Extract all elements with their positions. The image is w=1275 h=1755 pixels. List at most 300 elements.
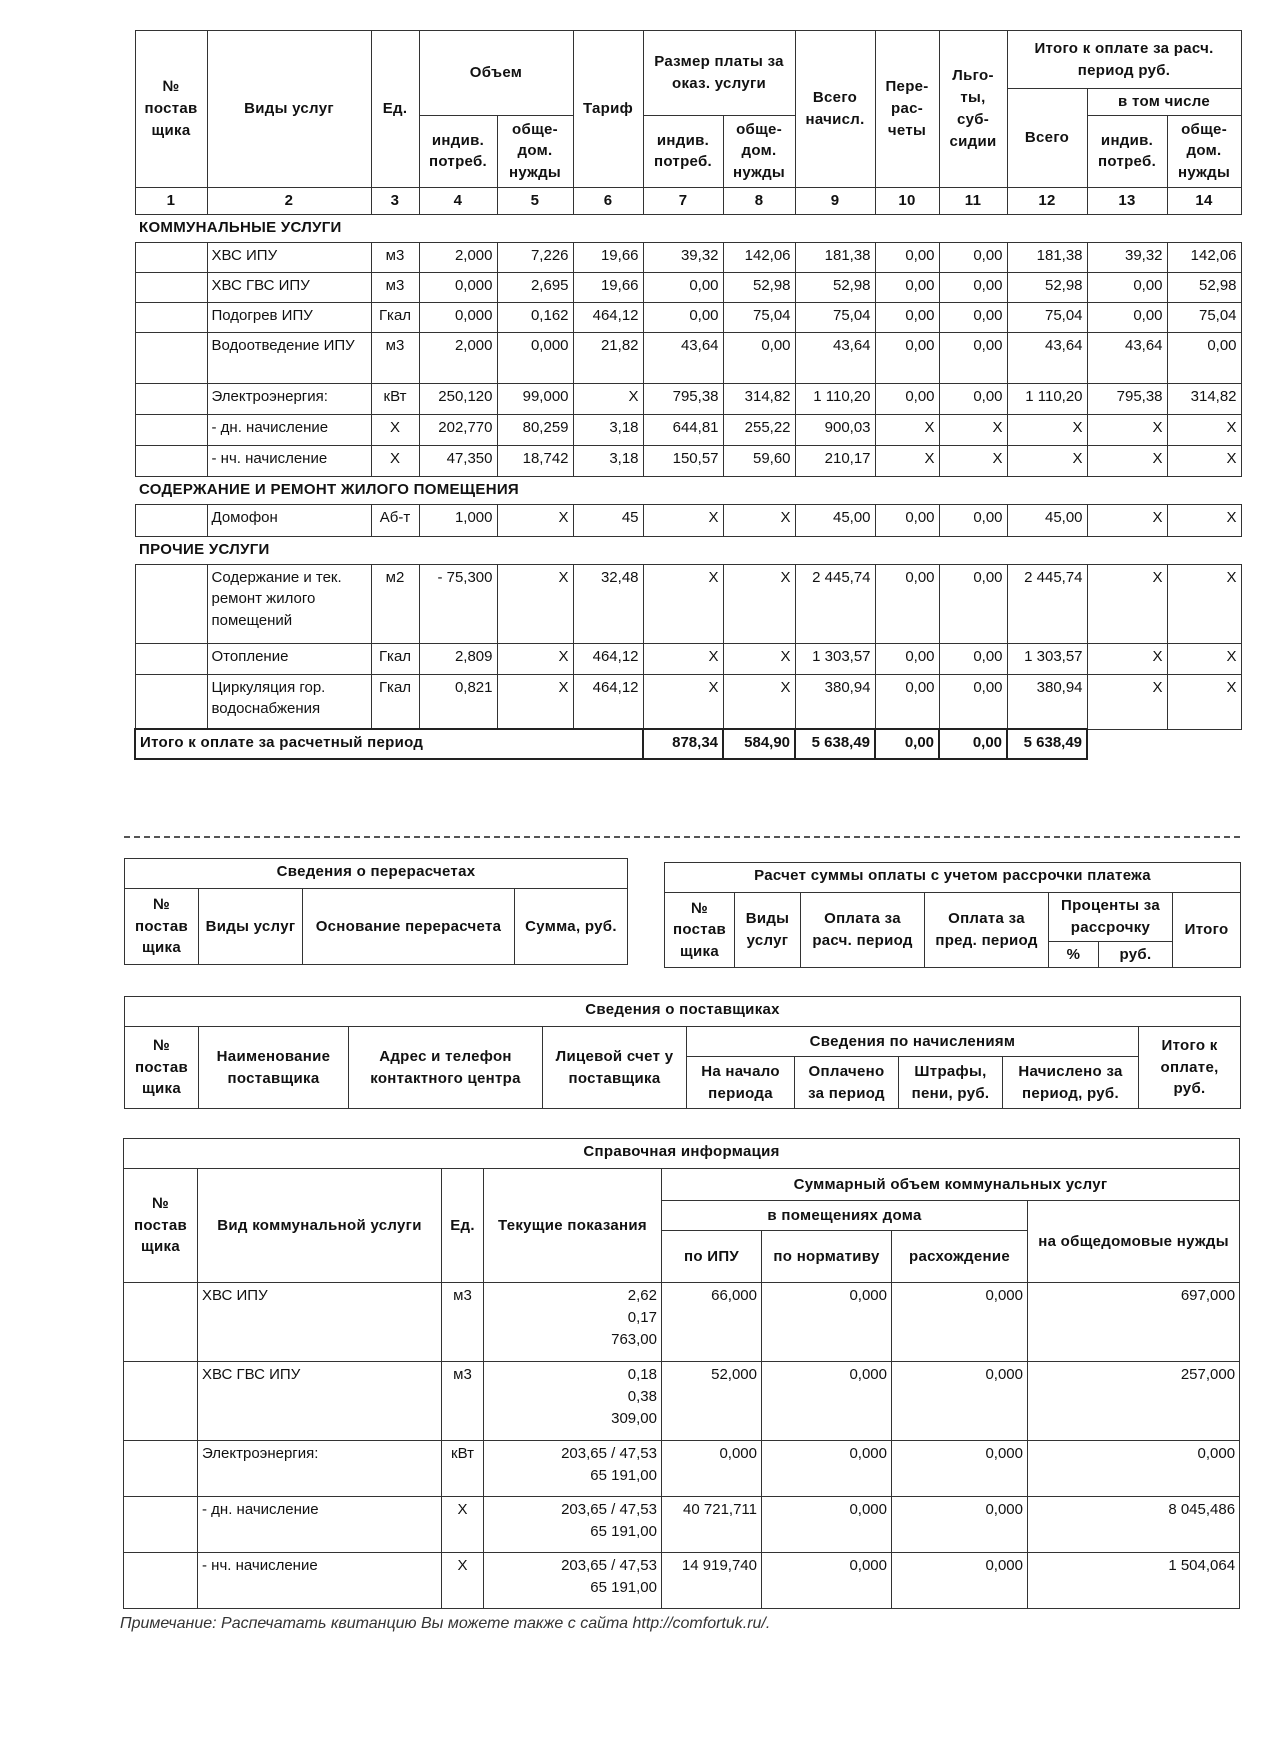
- value-cell: Х: [875, 445, 939, 476]
- ref-unit-cell: м3: [442, 1362, 484, 1441]
- charge-row: [135, 674, 1241, 729]
- unit-cell: м3: [371, 242, 419, 272]
- total-row-group: [135, 729, 1241, 759]
- service-name: ХВС ИПУ: [207, 242, 371, 272]
- col-volume-common: обще- дом. нужды: [497, 115, 573, 187]
- value-cell: [135, 504, 207, 536]
- service-name: Отопление: [207, 643, 371, 674]
- value-cell: 142,06: [723, 242, 795, 272]
- value-cell: Х: [723, 643, 795, 674]
- value-cell: Х: [1167, 504, 1241, 536]
- ref-col-readings: Текущие показания: [484, 1169, 662, 1283]
- charge-row: [135, 445, 1241, 476]
- charges-header: [135, 31, 1241, 215]
- value-cell: 1,000: [419, 504, 497, 536]
- value-cell: 210,17: [795, 445, 875, 476]
- value-cell: 0,00: [939, 272, 1007, 302]
- value-cell: Х: [1167, 445, 1241, 476]
- ref-diff-cell: 0,000: [892, 1441, 1028, 1497]
- charge-row: [135, 414, 1241, 445]
- value-cell: 0,00: [875, 643, 939, 674]
- value-cell: 0,00: [939, 302, 1007, 332]
- ref-col-norm: по нормативу: [762, 1231, 892, 1283]
- ref-ipu-cell: 66,000: [662, 1283, 762, 1362]
- value-cell: Х: [497, 643, 573, 674]
- value-cell: [135, 242, 207, 272]
- value-cell: 250,120: [419, 383, 497, 414]
- value-cell: 0,000: [497, 332, 573, 383]
- maintenance-rows: [135, 504, 1241, 536]
- col-benefits: Льго- ты, суб- сидии: [939, 31, 1007, 188]
- value-cell: 39,32: [1087, 242, 1167, 272]
- colnum: 12: [1007, 187, 1087, 214]
- ref-unit-cell: Х: [442, 1553, 484, 1609]
- unit-cell: м3: [371, 272, 419, 302]
- value-cell: 1 303,57: [1007, 643, 1087, 674]
- reference-row: [124, 1553, 1240, 1609]
- total-c9: 5 638,49: [795, 729, 875, 759]
- charge-row: [135, 504, 1241, 536]
- suppliers-table: [124, 996, 1241, 1109]
- value-cell: 19,66: [573, 242, 643, 272]
- other-rows: [135, 564, 1241, 729]
- value-cell: 75,04: [1007, 302, 1087, 332]
- charge-row: [135, 564, 1241, 643]
- sup-col-paid: Оплачено за период: [795, 1057, 899, 1109]
- section-title: КОММУНАЛЬНЫЕ УСЛУГИ: [135, 214, 1241, 242]
- inst-col-service: Виды услуг: [735, 893, 801, 968]
- value-cell: 0,000: [419, 272, 497, 302]
- value-cell: 0,00: [875, 272, 939, 302]
- total-row: [135, 729, 1241, 759]
- value-cell: 7,226: [497, 242, 573, 272]
- ref-service-cell: Электроэнергия:: [198, 1441, 442, 1497]
- inst-col-rub: руб.: [1099, 941, 1173, 968]
- value-cell: 181,38: [1007, 242, 1087, 272]
- value-cell: 314,82: [1167, 383, 1241, 414]
- section-communal: [135, 214, 1241, 242]
- service-name: - нч. начисление: [207, 445, 371, 476]
- service-name: Домофон: [207, 504, 371, 536]
- value-cell: 2,809: [419, 643, 497, 674]
- value-cell: 0,000: [419, 302, 497, 332]
- value-cell: Х: [497, 564, 573, 643]
- col-incl-indiv: индив. потреб.: [1087, 115, 1167, 187]
- value-cell: 45,00: [1007, 504, 1087, 536]
- value-cell: 0,00: [939, 564, 1007, 643]
- charge-row: [135, 302, 1241, 332]
- value-cell: 0,00: [643, 302, 723, 332]
- value-cell: Х: [1087, 643, 1167, 674]
- ref-service-cell: - нч. начисление: [198, 1553, 442, 1609]
- ref-common-cell: 8 045,486: [1028, 1497, 1240, 1553]
- value-cell: 2,000: [419, 242, 497, 272]
- ref-supplier-cell: [124, 1441, 198, 1497]
- value-cell: 0,00: [723, 332, 795, 383]
- recalc-table: [124, 858, 628, 965]
- colnum: 6: [573, 187, 643, 214]
- ref-readings-cell: 2,62 0,17 763,00: [484, 1283, 662, 1362]
- total-label: Итого к оплате за расчетный период: [135, 729, 643, 759]
- col-volume-indiv: индив. потреб.: [419, 115, 497, 187]
- ref-norm-cell: 0,000: [762, 1553, 892, 1609]
- col-pay-indiv: индив. потреб.: [643, 115, 723, 187]
- value-cell: Х: [573, 383, 643, 414]
- ref-ipu-cell: 40 721,711: [662, 1497, 762, 1553]
- value-cell: 0,00: [875, 302, 939, 332]
- value-cell: 2 445,74: [1007, 564, 1087, 643]
- charge-row: [135, 272, 1241, 302]
- ref-service-cell: - дн. начисление: [198, 1497, 442, 1553]
- value-cell: 0,821: [419, 674, 497, 729]
- service-name: Электроэнергия:: [207, 383, 371, 414]
- value-cell: 0,00: [1167, 332, 1241, 383]
- section-title: СОДЕРЖАНИЕ И РЕМОНТ ЖИЛОГО ПОМЕЩЕНИЯ: [135, 476, 1241, 504]
- section-maintenance: [135, 476, 1241, 504]
- sup-col-account: Лицевой счет у поставщика: [543, 1027, 687, 1109]
- value-cell: Х: [1087, 445, 1167, 476]
- value-cell: Х: [1167, 564, 1241, 643]
- value-cell: 52,98: [1007, 272, 1087, 302]
- value-cell: 2,000: [419, 332, 497, 383]
- value-cell: 464,12: [573, 674, 643, 729]
- ref-service-cell: ХВС ИПУ: [198, 1283, 442, 1362]
- value-cell: 43,64: [1087, 332, 1167, 383]
- service-name: ХВС ГВС ИПУ: [207, 272, 371, 302]
- value-cell: 75,04: [723, 302, 795, 332]
- value-cell: 255,22: [723, 414, 795, 445]
- colnum: 13: [1087, 187, 1167, 214]
- colnum: 11: [939, 187, 1007, 214]
- inst-col-pay-prev: Оплата за пред. период: [925, 893, 1049, 968]
- value-cell: Х: [643, 564, 723, 643]
- charge-row: [135, 643, 1241, 674]
- footer-note: Примечание: Распечатать квитанцию Вы можете также с сайта http://comfortuk.ru/.: [120, 1615, 771, 1632]
- value-cell: 18,742: [497, 445, 573, 476]
- total-c7: 878,34: [643, 729, 723, 759]
- value-cell: 2,695: [497, 272, 573, 302]
- charge-row: [135, 332, 1241, 383]
- value-cell: 0,00: [939, 643, 1007, 674]
- value-cell: Х: [1087, 504, 1167, 536]
- value-cell: 0,00: [939, 242, 1007, 272]
- ref-ipu-cell: 52,000: [662, 1362, 762, 1441]
- value-cell: 3,18: [573, 414, 643, 445]
- unit-cell: Аб-т: [371, 504, 419, 536]
- recalc-col-sum: Сумма, руб.: [515, 889, 628, 965]
- value-cell: Х: [1167, 643, 1241, 674]
- value-cell: Х: [875, 414, 939, 445]
- reference-rows: [124, 1283, 1240, 1609]
- recalc-col-supplier: № постав щика: [125, 889, 199, 965]
- value-cell: 142,06: [1167, 242, 1241, 272]
- colnum: 2: [207, 187, 371, 214]
- colnum: 9: [795, 187, 875, 214]
- ref-diff-cell: 0,000: [892, 1283, 1028, 1362]
- reference-row: [124, 1283, 1240, 1362]
- value-cell: [135, 302, 207, 332]
- total-c10: 0,00: [875, 729, 939, 759]
- value-cell: 21,82: [573, 332, 643, 383]
- empty-cell: [1167, 729, 1241, 759]
- value-cell: Х: [939, 445, 1007, 476]
- sup-col-accrued: Начислено за период, руб.: [1003, 1057, 1139, 1109]
- reference-table: [123, 1138, 1240, 1609]
- value-cell: Х: [643, 504, 723, 536]
- value-cell: 181,38: [795, 242, 875, 272]
- inst-col-pct: %: [1049, 941, 1099, 968]
- value-cell: 80,259: [497, 414, 573, 445]
- ref-readings-cell: 0,18 0,38 309,00: [484, 1362, 662, 1441]
- ref-unit-cell: Х: [442, 1497, 484, 1553]
- unit-cell: Гкал: [371, 643, 419, 674]
- value-cell: [135, 383, 207, 414]
- col-pay-size: Размер платы за оказ. услуги: [643, 31, 795, 116]
- inst-col-interest: Проценты за рассрочку: [1049, 893, 1173, 942]
- value-cell: [135, 445, 207, 476]
- value-cell: 75,04: [1167, 302, 1241, 332]
- value-cell: Х: [939, 414, 1007, 445]
- colnum: 3: [371, 187, 419, 214]
- col-pay-common: обще- дом. нужды: [723, 115, 795, 187]
- installment-title: Расчет суммы оплаты с учетом рассрочки платежа: [665, 863, 1241, 893]
- value-cell: Х: [723, 564, 795, 643]
- value-cell: [135, 643, 207, 674]
- value-cell: Х: [1087, 674, 1167, 729]
- value-cell: Х: [723, 504, 795, 536]
- value-cell: [135, 272, 207, 302]
- value-cell: 0,00: [939, 674, 1007, 729]
- ref-col-sum-volume: Суммарный объем коммунальных услуг: [662, 1169, 1240, 1201]
- value-cell: 45,00: [795, 504, 875, 536]
- value-cell: 0,00: [939, 383, 1007, 414]
- recalc-col-service: Виды услуг: [199, 889, 303, 965]
- value-cell: 1 110,20: [795, 383, 875, 414]
- column-numbers-row: [135, 187, 1241, 214]
- ref-norm-cell: 0,000: [762, 1441, 892, 1497]
- value-cell: Х: [1087, 564, 1167, 643]
- value-cell: [135, 674, 207, 729]
- ref-readings-cell: 203,65 / 47,53 65 191,00: [484, 1497, 662, 1553]
- value-cell: 0,00: [1087, 302, 1167, 332]
- value-cell: Х: [1167, 674, 1241, 729]
- col-incl-common: обще- дом. нужды: [1167, 115, 1241, 187]
- sup-col-start: На начало периода: [687, 1057, 795, 1109]
- total-c8: 584,90: [723, 729, 795, 759]
- cut-line: [124, 836, 1240, 838]
- sup-col-total: Итого к оплате, руб.: [1139, 1027, 1241, 1109]
- ref-norm-cell: 0,000: [762, 1283, 892, 1362]
- reference-row: [124, 1362, 1240, 1441]
- value-cell: 43,64: [1007, 332, 1087, 383]
- ref-unit-cell: кВт: [442, 1441, 484, 1497]
- ref-col-ipu: по ИПУ: [662, 1231, 762, 1283]
- ref-norm-cell: 0,000: [762, 1497, 892, 1553]
- value-cell: 464,12: [573, 643, 643, 674]
- value-cell: Х: [643, 643, 723, 674]
- value-cell: Х: [643, 674, 723, 729]
- value-cell: 19,66: [573, 272, 643, 302]
- value-cell: 795,38: [1087, 383, 1167, 414]
- ref-diff-cell: 0,000: [892, 1497, 1028, 1553]
- value-cell: Х: [497, 674, 573, 729]
- col-tariff: Тариф: [573, 31, 643, 188]
- section-other: [135, 536, 1241, 564]
- value-cell: 202,770: [419, 414, 497, 445]
- value-cell: Х: [723, 674, 795, 729]
- ref-supplier-cell: [124, 1283, 198, 1362]
- ref-diff-cell: 0,000: [892, 1553, 1028, 1609]
- value-cell: 0,00: [1087, 272, 1167, 302]
- col-supplier-no: № постав щика: [135, 31, 207, 188]
- value-cell: 43,64: [795, 332, 875, 383]
- colnum: 14: [1167, 187, 1241, 214]
- service-name: Подогрев ИПУ: [207, 302, 371, 332]
- ref-common-cell: 697,000: [1028, 1283, 1240, 1362]
- colnum: 8: [723, 187, 795, 214]
- value-cell: 0,00: [875, 332, 939, 383]
- value-cell: 0,00: [875, 564, 939, 643]
- col-volume: Объем: [419, 31, 573, 116]
- value-cell: 43,64: [643, 332, 723, 383]
- col-total-pay: Итого к оплате за расч. период руб.: [1007, 31, 1241, 89]
- value-cell: Х: [1007, 414, 1087, 445]
- total-c11: 0,00: [939, 729, 1007, 759]
- communal-rows: [135, 242, 1241, 476]
- ref-norm-cell: 0,000: [762, 1362, 892, 1441]
- value-cell: 900,03: [795, 414, 875, 445]
- empty-cell: [1087, 729, 1167, 759]
- colnum: 7: [643, 187, 723, 214]
- sup-col-name: Наименование поставщика: [199, 1027, 349, 1109]
- col-total-all: Всего: [1007, 89, 1087, 188]
- ref-supplier-cell: [124, 1553, 198, 1609]
- value-cell: 52,98: [1167, 272, 1241, 302]
- value-cell: 0,00: [939, 504, 1007, 536]
- unit-cell: Х: [371, 445, 419, 476]
- value-cell: [135, 414, 207, 445]
- unit-cell: Гкал: [371, 674, 419, 729]
- charges-table: [134, 30, 1242, 760]
- ref-readings-cell: 203,65 / 47,53 65 191,00: [484, 1441, 662, 1497]
- sup-col-address: Адрес и телефон контактного центра: [349, 1027, 543, 1109]
- value-cell: 45: [573, 504, 643, 536]
- col-unit: Ед.: [371, 31, 419, 188]
- sup-col-accruals: Сведения по начислениям: [687, 1027, 1139, 1057]
- sup-col-fines: Штрафы, пени, руб.: [899, 1057, 1003, 1109]
- value-cell: 380,94: [1007, 674, 1087, 729]
- recalc-title: Сведения о перерасчетах: [125, 859, 628, 889]
- ref-supplier-cell: [124, 1497, 198, 1553]
- recalc-col-basis: Основание перерасчета: [303, 889, 515, 965]
- value-cell: Х: [1167, 414, 1241, 445]
- charge-row: [135, 242, 1241, 272]
- sup-col-no: № постав щика: [125, 1027, 199, 1109]
- service-name: Циркуляция гор. водоснабжения: [207, 674, 371, 729]
- value-cell: 0,162: [497, 302, 573, 332]
- ref-common-cell: 1 504,064: [1028, 1553, 1240, 1609]
- col-service: Виды услуг: [207, 31, 371, 188]
- service-name: Содержание и тек. ремонт жилого помещений: [207, 564, 371, 643]
- suppliers-title: Сведения о поставщиках: [125, 997, 1241, 1027]
- value-cell: 1 303,57: [795, 643, 875, 674]
- value-cell: 0,00: [939, 332, 1007, 383]
- colnum: 10: [875, 187, 939, 214]
- ref-col-common-needs: на общедомовые нужды: [1028, 1201, 1240, 1283]
- col-total-accrued: Всего начисл.: [795, 31, 875, 188]
- service-name: - дн. начисление: [207, 414, 371, 445]
- unit-cell: м2: [371, 564, 419, 643]
- value-cell: Х: [1087, 414, 1167, 445]
- value-cell: 1 110,20: [1007, 383, 1087, 414]
- unit-cell: Гкал: [371, 302, 419, 332]
- value-cell: 314,82: [723, 383, 795, 414]
- value-cell: 3,18: [573, 445, 643, 476]
- value-cell: 0,00: [643, 272, 723, 302]
- ref-col-in-rooms: в помещениях дома: [662, 1201, 1028, 1231]
- value-cell: 59,60: [723, 445, 795, 476]
- value-cell: 47,350: [419, 445, 497, 476]
- value-cell: [135, 332, 207, 383]
- value-cell: 75,04: [795, 302, 875, 332]
- col-recalc: Пере- рас- четы: [875, 31, 939, 188]
- value-cell: 52,98: [795, 272, 875, 302]
- value-cell: 52,98: [723, 272, 795, 302]
- value-cell: 0,00: [875, 674, 939, 729]
- value-cell: 0,00: [875, 504, 939, 536]
- ref-supplier-cell: [124, 1362, 198, 1441]
- ref-col-diff: расхождение: [892, 1231, 1028, 1283]
- colnum: 4: [419, 187, 497, 214]
- value-cell: - 75,300: [419, 564, 497, 643]
- total-c12: 5 638,49: [1007, 729, 1087, 759]
- reference-title: Справочная информация: [124, 1139, 1240, 1169]
- value-cell: 150,57: [643, 445, 723, 476]
- installment-table: [664, 862, 1241, 968]
- value-cell: 32,48: [573, 564, 643, 643]
- service-name: Водоотведение ИПУ: [207, 332, 371, 383]
- inst-col-pay-current: Оплата за расч. период: [801, 893, 925, 968]
- ref-ipu-cell: 0,000: [662, 1441, 762, 1497]
- reference-row: [124, 1441, 1240, 1497]
- value-cell: Х: [1007, 445, 1087, 476]
- ref-service-cell: ХВС ГВС ИПУ: [198, 1362, 442, 1441]
- value-cell: Х: [497, 504, 573, 536]
- unit-cell: м3: [371, 332, 419, 383]
- ref-common-cell: 0,000: [1028, 1441, 1240, 1497]
- ref-diff-cell: 0,000: [892, 1362, 1028, 1441]
- unit-cell: Х: [371, 414, 419, 445]
- inst-col-supplier: № постав щика: [665, 893, 735, 968]
- section-title: ПРОЧИЕ УСЛУГИ: [135, 536, 1241, 564]
- inst-col-total: Итого: [1173, 893, 1241, 968]
- col-including: в том числе: [1087, 89, 1241, 116]
- reference-row: [124, 1497, 1240, 1553]
- value-cell: 0,00: [875, 242, 939, 272]
- ref-unit-cell: м3: [442, 1283, 484, 1362]
- colnum: 1: [135, 187, 207, 214]
- unit-cell: кВт: [371, 383, 419, 414]
- ref-common-cell: 257,000: [1028, 1362, 1240, 1441]
- ref-col-unit: Ед.: [442, 1169, 484, 1283]
- value-cell: 39,32: [643, 242, 723, 272]
- value-cell: 644,81: [643, 414, 723, 445]
- value-cell: 464,12: [573, 302, 643, 332]
- ref-col-service: Вид коммунальной услуги: [198, 1169, 442, 1283]
- value-cell: [135, 564, 207, 643]
- value-cell: 2 445,74: [795, 564, 875, 643]
- colnum: 5: [497, 187, 573, 214]
